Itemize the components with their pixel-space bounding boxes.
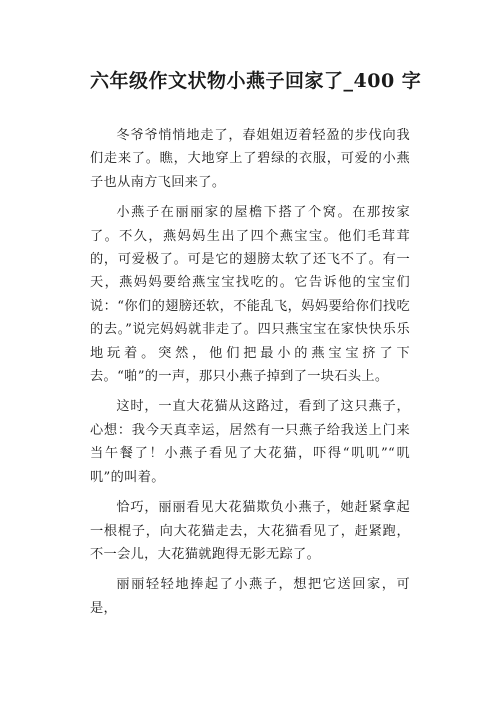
document-title: 六年级作文状物小燕子回家了_400 字 xyxy=(90,70,422,92)
paragraph: 小燕子在丽丽家的屋檐下搭了个窝。在那按家了。不久，燕妈妈生出了四个燕宝宝。他们毛茸茸的，可爱极了。可是它的翅膀太软了还飞不了。有一天，燕妈妈要给燕宝宝找吃的。它告诉他的宝宝们说：“你们的翅膀还软，不能乱飞，妈妈要给你们找吃的去。”说完妈妈就非走了。四只燕宝宝在家快快乐乐地玩着。突然，他们把最小的燕宝宝挤了下去。“啪”的一声，那只小燕子掉到了一块石头上。 xyxy=(90,205,410,385)
paragraph: 恰巧，丽丽看见大花猫欺负小燕子，她赶紧拿起一根棍子，向大花猫走去，大花猫看见了，赶紧跑，不一会儿，大花猫就跑得无影无踪了。 xyxy=(90,500,410,562)
paragraph: 冬爷爷悄悄地走了，春姐姐迈着轻盈的步伐向我们走来了。瞧，大地穿上了碧绿的衣服，可爱的小燕子也从南方飞回来了。 xyxy=(90,128,410,190)
document-body xyxy=(90,124,410,620)
paragraph: 丽丽轻轻地捧起了小燕子，想把它送回家，可是， xyxy=(90,577,410,616)
paragraph: 这时，一直大花猫从这路过，看到了这只燕子，心想：我今天真幸运，居然有一只燕子给我送上门来当午餐了！小燕子看见了大花猫，吓得“叽叽”“叽叽”的叫着。 xyxy=(90,399,410,485)
